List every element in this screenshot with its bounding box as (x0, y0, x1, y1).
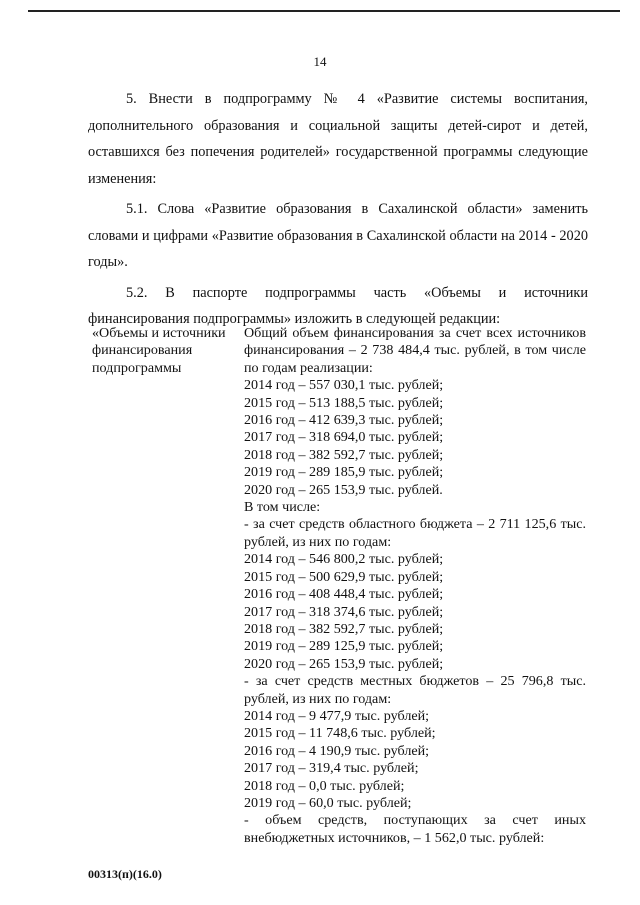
regional-year-line: 2018 год – 382 592,7 тыс. рублей; (244, 620, 444, 637)
extrabudget-line: - объем средств, поступающих за счет иных внебюджетных источников, – 1 562,0 тыс. рублей: (244, 812, 586, 846)
passport-label: «Объемы и источники финансирования подпрограммы (92, 325, 226, 376)
local-year-line: 2014 год – 9 477,9 тыс. рублей; (244, 707, 430, 724)
total-year-line: 2016 год – 412 639,3 тыс. рублей; (244, 412, 444, 429)
regional-year-line: 2016 год – 408 448,4 тыс. рублей; (244, 586, 444, 603)
total-year-line: 2018 год – 382 592,7 тыс. рублей; (244, 446, 444, 463)
total-year-line: 2014 год – 557 030,1 тыс. рублей; (244, 377, 444, 394)
local-year-line: 2015 год – 11 748,6 тыс. рублей; (244, 725, 436, 742)
regional-year-line: 2019 год – 289 125,9 тыс. рублей; (244, 638, 444, 655)
total-year-line: 2017 год – 318 694,0 тыс. рублей; (244, 429, 444, 446)
document-body (88, 86, 588, 337)
passport-content (244, 325, 586, 847)
total-year-line: 2020 год – 265 153,9 тыс. рублей. (244, 481, 443, 498)
regional-year-line: 2014 год – 546 800,2 тыс. рублей; (244, 551, 444, 568)
top-rule (28, 10, 620, 12)
including-heading: В том числе: (244, 499, 321, 516)
total-year-line: 2019 год – 289 185,9 тыс. рублей; (244, 464, 444, 481)
paragraph-item-5-2: 5.2. В паспорте подпрограммы часть «Объемы и источники финансирования подпрограммы» изложить в следующей редакции: (88, 284, 588, 327)
footer-document-code: 00313(п)(16.0) (88, 867, 162, 881)
local-year-line: 2016 год – 4 190,9 тыс. рублей; (244, 742, 430, 759)
local-intro: - за счет средств местных бюджетов – 25 796,8 тыс. рублей, из них по годам: (244, 673, 586, 707)
local-year-line: 2018 год – 0,0 тыс. рублей; (244, 777, 405, 794)
regional-year-line: 2017 год – 318 374,6 тыс. рублей; (244, 603, 444, 620)
total-year-line: 2015 год – 513 188,5 тыс. рублей; (244, 394, 444, 411)
local-year-line: 2017 год – 319,4 тыс. рублей; (244, 760, 419, 777)
local-year-line: 2019 год – 60,0 тыс. рублей; (244, 794, 412, 811)
regional-year-line: 2020 год – 265 153,9 тыс. рублей; (244, 655, 444, 672)
regional-year-line: 2015 год – 500 629,9 тыс. рублей; (244, 568, 444, 585)
paragraph-item-5: 5. Внести в подпрограмму № 4 «Развитие системы воспитания, дополнительного образования и социальной защиты детей-сирот и детей, оставшихся без попечения родителей» государственной программы следующие изменения: (88, 91, 588, 187)
paragraph-item-5-1: 5.1. Слова «Развитие образования в Сахалинской области» заменить словами и цифрами «Развитие образования в Сахалинской области на 2014 - 2020 годы». (88, 201, 588, 270)
regional-intro: - за счет средств областного бюджета – 2 711 125,6 тыс. рублей, из них по годам: (244, 516, 586, 550)
page-number: 14 (313, 54, 327, 69)
total-intro: Общий объем финансирования за счет всех источников финансирования – 2 738 484,4 тыс. рублей, в том числе по годам реализации: (244, 325, 586, 376)
